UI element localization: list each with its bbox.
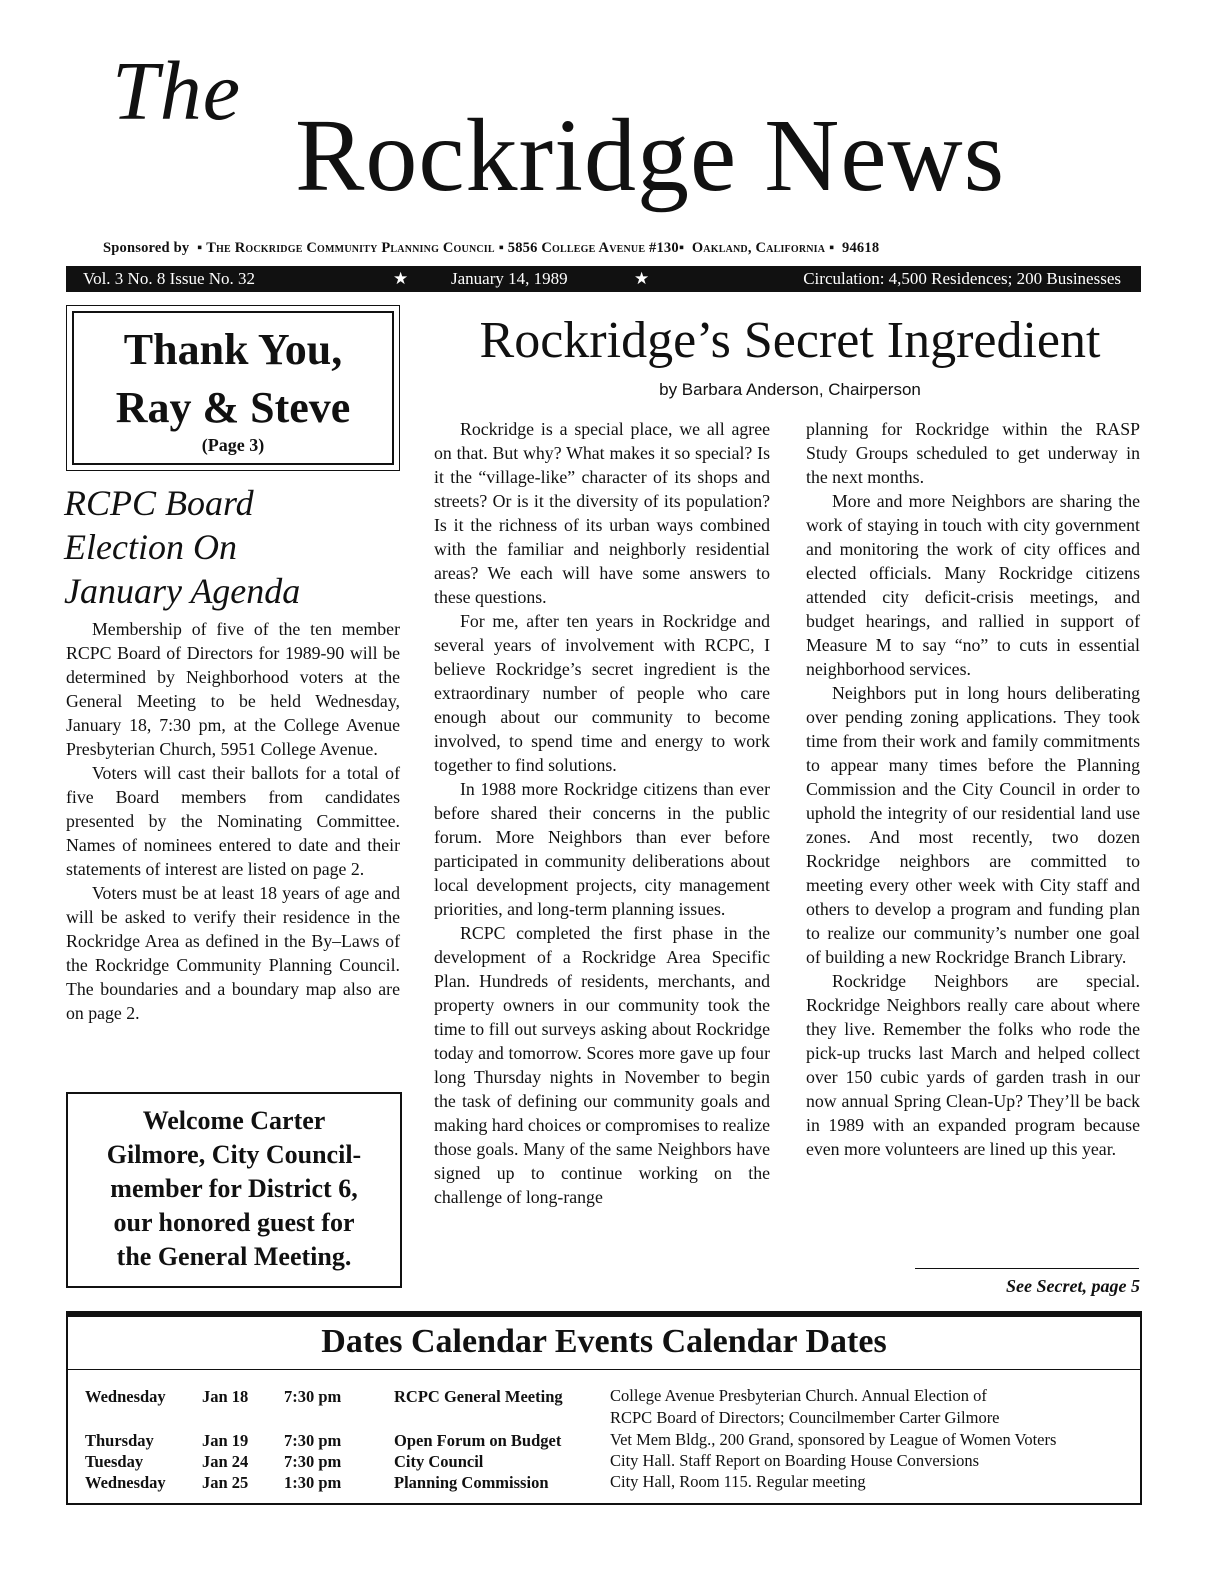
event-date: Jan 24 — [202, 1452, 249, 1471]
thank-you-inner-frame — [72, 311, 394, 465]
paragraph: Voters must be at least 18 years of age and will be asked to verify their residence in the Rockridge Area as defined in the By–Laws of the Rockridge Community Planning Council. The boundaries and a boundary map also are on page 2. — [66, 883, 400, 1023]
thank-you-box — [66, 305, 400, 471]
welcome-line: our honored guest for — [113, 1208, 355, 1237]
issue-info-bar — [66, 266, 1141, 292]
sponsor-zip: 94618 — [842, 240, 880, 256]
welcome-text — [76, 1104, 392, 1274]
thank-you-line: Thank You, — [123, 325, 343, 374]
byline: by Barbara Anderson, Chairperson — [659, 380, 921, 399]
welcome-line: the General Meeting. — [116, 1242, 352, 1271]
paragraph: In 1988 more Rockridge citizens than ever before shared their concerns in the public forum. More Neighbors than ever before participated in community deliberations about local development projects, city management priorities, and long-term planning issues. — [434, 779, 770, 919]
event-day: Thursday — [85, 1431, 154, 1450]
event-description: Vet Mem Bldg., 200 Grand, sponsored by League of Women Voters — [610, 1430, 1057, 1449]
issue-date: January 14, 1989 — [451, 269, 568, 288]
paragraph: RCPC completed the first phase in the development of a Rockridge Area Specific Plan. Hundreds of residents, merchants, and property owners in our community took the time to fill out surveys asking about Rockridge today and tomorrow. Scores more gave up four long Thursday nights in November to begin the task of defining our community goals and making hard choices or compromises to realize those goals. Many of the same Neighbors have signed up to continue working on the challenge of long-range — [434, 923, 770, 1207]
event-time: 7:30 pm — [284, 1387, 342, 1406]
event-date: Jan 25 — [202, 1473, 249, 1492]
event-name: Planning Commission — [394, 1473, 549, 1492]
paragraph: Rockridge is a special place, we all agree on that. But why? What makes it so special? Is it the “village-like” character of its shops and streets? Or is it the diversity of its population? Is it the richness of its urban ways combined with the familiar and neighborly residential areas? We each will have some answers to these questions. — [434, 419, 770, 607]
event-day: Wednesday — [85, 1387, 166, 1406]
event-name: City Council — [394, 1452, 484, 1471]
event-time: 7:30 pm — [284, 1452, 342, 1471]
event-name: RCPC General Meeting — [394, 1387, 563, 1406]
welcome-box — [66, 1092, 402, 1288]
rcpc-article-body — [66, 617, 400, 1025]
headline-line: Election On — [64, 527, 237, 567]
headline-line: January Agenda — [64, 571, 301, 611]
thank-you-page-ref: (Page 3) — [201, 435, 265, 455]
issue-volume: Vol. 3 No. 8 Issue No. 32 — [83, 269, 256, 288]
thank-you-line: Ray & Steve — [115, 383, 351, 432]
welcome-line: member for District 6, — [110, 1174, 358, 1203]
event-day: Tuesday — [85, 1452, 144, 1471]
thank-you-title — [74, 321, 392, 437]
event-name: Open Forum on Budget — [394, 1431, 562, 1450]
paragraph: More and more Neighbors are sharing the work of staying in touch with city government and monitoring the work of city offices and elected officials. Many Rockridge citizens attended city deficit-crisis meetings, and budget hearings, and rallied in support of Measure M to say “no” to cuts in essential neighborhood services. — [806, 491, 1140, 679]
paragraph: Membership of five of the ten member RCPC Board of Directors for 1989-90 will be determined by Neighborhood voters at the General Meeting to be held Wednesday, January 18, 7:30 pm, at the College Avenue Presbyterian Church, 5951 College Avenue. — [66, 619, 400, 759]
event-time: 7:30 pm — [284, 1431, 342, 1450]
main-article-column-2 — [806, 417, 1140, 1161]
event-day: Wednesday — [85, 1473, 166, 1492]
main-headline: Rockridge’s Secret Ingredient — [479, 312, 1101, 369]
main-article-column-1 — [434, 417, 770, 1209]
masthead-the: The — [112, 45, 241, 138]
masthead-title: Rockridge News — [295, 98, 1006, 213]
circulation: Circulation: 4,500 Residences; 200 Businesses — [803, 269, 1121, 288]
event-date: Jan 18 — [202, 1387, 249, 1406]
paragraph: For me, after ten years in Rockridge and several years of involvement with RCPC, I believe Rockridge’s secret ingredient is the extraordinary number of people who care enough about our community to become involved, to spend time and energy to work together to find solutions. — [434, 611, 770, 775]
calendar-title: Dates Calendar Events Calendar Dates — [321, 1323, 887, 1360]
welcome-line: Gilmore, City Council- — [106, 1140, 362, 1169]
sponsor-org: The Rockridge Community Planning Council — [206, 240, 495, 256]
headline-line: RCPC Board — [64, 483, 254, 523]
event-description: City Hall, Room 115. Regular meeting — [610, 1472, 866, 1491]
event-description: College Avenue Presbyterian Church. Annual Election of — [610, 1386, 987, 1405]
event-description: RCPC Board of Directors; Councilmember Carter Gilmore — [610, 1408, 1000, 1427]
divider — [915, 1268, 1139, 1269]
continued-link[interactable]: See Secret, page 5 — [1006, 1276, 1140, 1296]
sponsor-address: 5856 College Avenue #130 — [507, 240, 679, 256]
event-description: City Hall. Staff Report on Boarding House Conversions — [610, 1451, 980, 1470]
paragraph: Voters will cast their ballots for a total of five Board members from candidates presented by the Nominating Committee. Names of nominees entered to date and their statements of interest are listed on page 2. — [66, 763, 400, 879]
events-calendar — [66, 1311, 1142, 1505]
star-icon: ★ — [634, 269, 650, 288]
sponsor-prefix: Sponsored by — [103, 240, 190, 256]
event-time: 1:30 pm — [284, 1473, 342, 1492]
event-date: Jan 19 — [202, 1431, 249, 1450]
paragraph: Neighbors put in long hours deliberating over pending zoning applications. They took time from their work and family commitments to appear many times before the Planning Commission and the City Council in order to uphold the integrity of our residential land use zones. And most recently, two dozen Rockridge neighbors are committed to meeting every other week with City staff and others to develop a program and funding plan to realize our community’s number one goal of building a new Rockridge Branch Library. — [806, 683, 1140, 967]
paragraph: planning for Rockridge within the RASP Study Groups scheduled to get underway in the next months. — [806, 419, 1140, 487]
welcome-line: Welcome Carter — [142, 1106, 326, 1135]
star-icon: ★ — [393, 269, 409, 288]
paragraph: Rockridge Neighbors are special. Rockridge Neighbors really care about where they live. Remember the folks who rode the pick-up trucks last March and helped collect over 150 cubic yards of garden trash in our now annual Spring Clean-Up? They’ll be back in 1989 with an expanded program because even more volunteers are lined up this year. — [806, 971, 1140, 1159]
rcpc-headline — [64, 481, 404, 613]
divider — [68, 1369, 1140, 1370]
sponsor-line: Sponsored by ▪ The Rockridge Community Planning Council ▪ 5856 College Avenue #130▪ Oakland, California ▪ 94618 — [103, 240, 880, 256]
sponsor-city: Oakland, California — [691, 240, 826, 256]
